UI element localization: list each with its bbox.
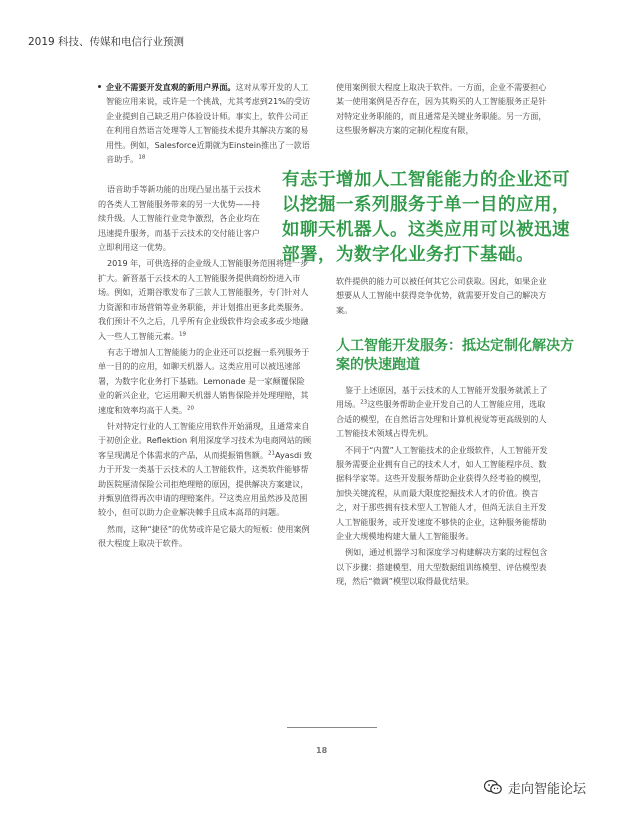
footnote-ref: 19	[178, 330, 186, 337]
footnote-ref: 22	[219, 493, 227, 500]
footnote-ref: 18	[138, 154, 146, 161]
right-column-top	[336, 80, 550, 138]
paragraph-text: 2019 年，可供选择的企业级人工智能服务范围将进一步扩大。新晋基于云技术的人工智能服务提供商纷纷进入市场。例如，近期谷歌发布了三款人工智能服务，专门针对人力资源和市场营销等业务职能，并计划推出更多此类服务。我们预计不久之后，几乎所有企业级软件均会或多或少地融入一些人工智能元素。	[98, 258, 309, 341]
right-column-mid	[336, 274, 550, 317]
footnote-ref: 20	[187, 404, 195, 411]
paragraph-text: 这类应用虽然涉及范围较小，但可以助力企业解决棘手且成本高昂的问题。	[98, 492, 308, 518]
paragraph: 例如，通过机器学习和深度学习构建解决方案的过程包含以下步骤：搭建模型、用大型数据组训练模型、评估模型表现，然后“微调”模型以取得最优结果。	[336, 547, 548, 587]
paragraph: 然而，这种“捷径”的优势或许是它最大的短板：使用案例很大程度上取决于软件。	[98, 523, 310, 549]
left-column	[98, 80, 312, 553]
bullet-icon	[98, 85, 101, 88]
footnote-ref: 23	[360, 399, 368, 406]
footer-divider	[287, 727, 377, 728]
right-column-section	[336, 383, 550, 591]
page-header: 2019 科技、传媒和电信行业预测	[28, 36, 185, 48]
wechat-logo	[484, 778, 586, 797]
paragraph	[98, 345, 312, 417]
bullet-bold-text: 企业不需要开发直观的新用户界面。	[106, 82, 236, 92]
paragraph-text: Ayasdi 致力于开发一类基于云技术的人工智能软件，这类软件能够帮助医院厘清保险公司拒绝理赔的原因，提供解决方案建议，并甄别值得再次申请的理赔案件。	[98, 449, 312, 503]
paragraph	[98, 256, 312, 342]
pull-quote: 有志于增加人工智能能力的企业还可以挖掘一系列服务于单一目的应用，如聊天机器人。这类应用可以被迅速部署，为数字化业务打下基础。	[282, 170, 570, 265]
paragraph-text: 这些服务帮助企业开发自己的人工智能应用，选取合适的模型，在自然语言处理和计算机视觉等更高级别的人工智能技术领域占得先机。	[336, 399, 547, 439]
paragraph	[98, 419, 312, 520]
footnote-ref: 21	[267, 450, 275, 457]
bullet-paragraph	[98, 80, 312, 166]
bullet-text: 这对从零开发的人工智能应用来说，或许是一个挑战，尤其考虑到21%的受访企业提到自己缺乏用户体验设计师。事实上，软件公司正在利用自然语言处理等人工智能技术提升其解决方案的易用性。例如，Salesforce近期就为Einstein推出了一款语音助手。	[106, 82, 311, 165]
section-title: 人工智能开发服务：抵达定制化解决方案的快速跑道	[336, 338, 574, 373]
paragraph: 软件提供的能力可以被任何其它公司获取。因此，如果企业想要从人工智能中获得竞争优势，就需要开发自己的解决方案。	[336, 276, 547, 315]
paragraph-text: 针对特定行业的人工智能应用软件开始涌现，且通常来自于初创企业。Reflektion 利用深度学习技术为电商网站的顾客呈现满足个体需求的产品，从而提振销售额。	[98, 420, 312, 460]
logo-text: 走向智能论坛	[508, 782, 587, 797]
paragraph: 不同于“内置”人工智能技术的企业级软件，人工智能开发服务需要企业拥有自己的技术人才，如人工智能程序员、数据科学家等。这些开发服务帮助企业获得久经考验的模型，加快关键流程，从而最大限度挖掘技术人才的价值。换言之，对于那些拥有技术型人工智能人才，但尚无法自主开发人工智能服务，或开发速度不够快的企业，这种服务能帮助企业大规模地构建大量人工智能服务。	[336, 444, 548, 542]
paragraph-text: 鉴于上述原因，基于云技术的人工智能开发服务就派上了用场。	[336, 385, 548, 410]
paragraph	[336, 383, 550, 441]
page-number: 18	[316, 746, 328, 755]
paragraph: 语音助手等新功能的出现凸显出基于云技术的各类人工智能服务带来的另一大优势——持续升级。人工智能行业竞争激烈，各企业均在迅速提升服务，而基于云技术的交付能让客户立即利用这一优势。	[98, 184, 261, 253]
paragraph-text: 有志于增加人工智能能力的企业还可以挖掘一系列服务于单一目的的应用，如聊天机器人。这类应用可以被迅速部署，为数字化业务打下基础。Lemonade 是一家颠覆保险业的新兴企业，它运用聊天机器人销售保险并处理理赔，其速度和效率均高于人类。	[98, 346, 310, 415]
paragraph: 使用案例很大程度上取决于软件。一方面，企业不需要担心某一使用案例是否存在，因为其购买的人工智能服务正是针对特定业务职能的，而且通常是关键业务职能。另一方面，这些服务解决方案的定制化程度有限，	[336, 82, 547, 136]
wechat-icon	[484, 780, 502, 795]
